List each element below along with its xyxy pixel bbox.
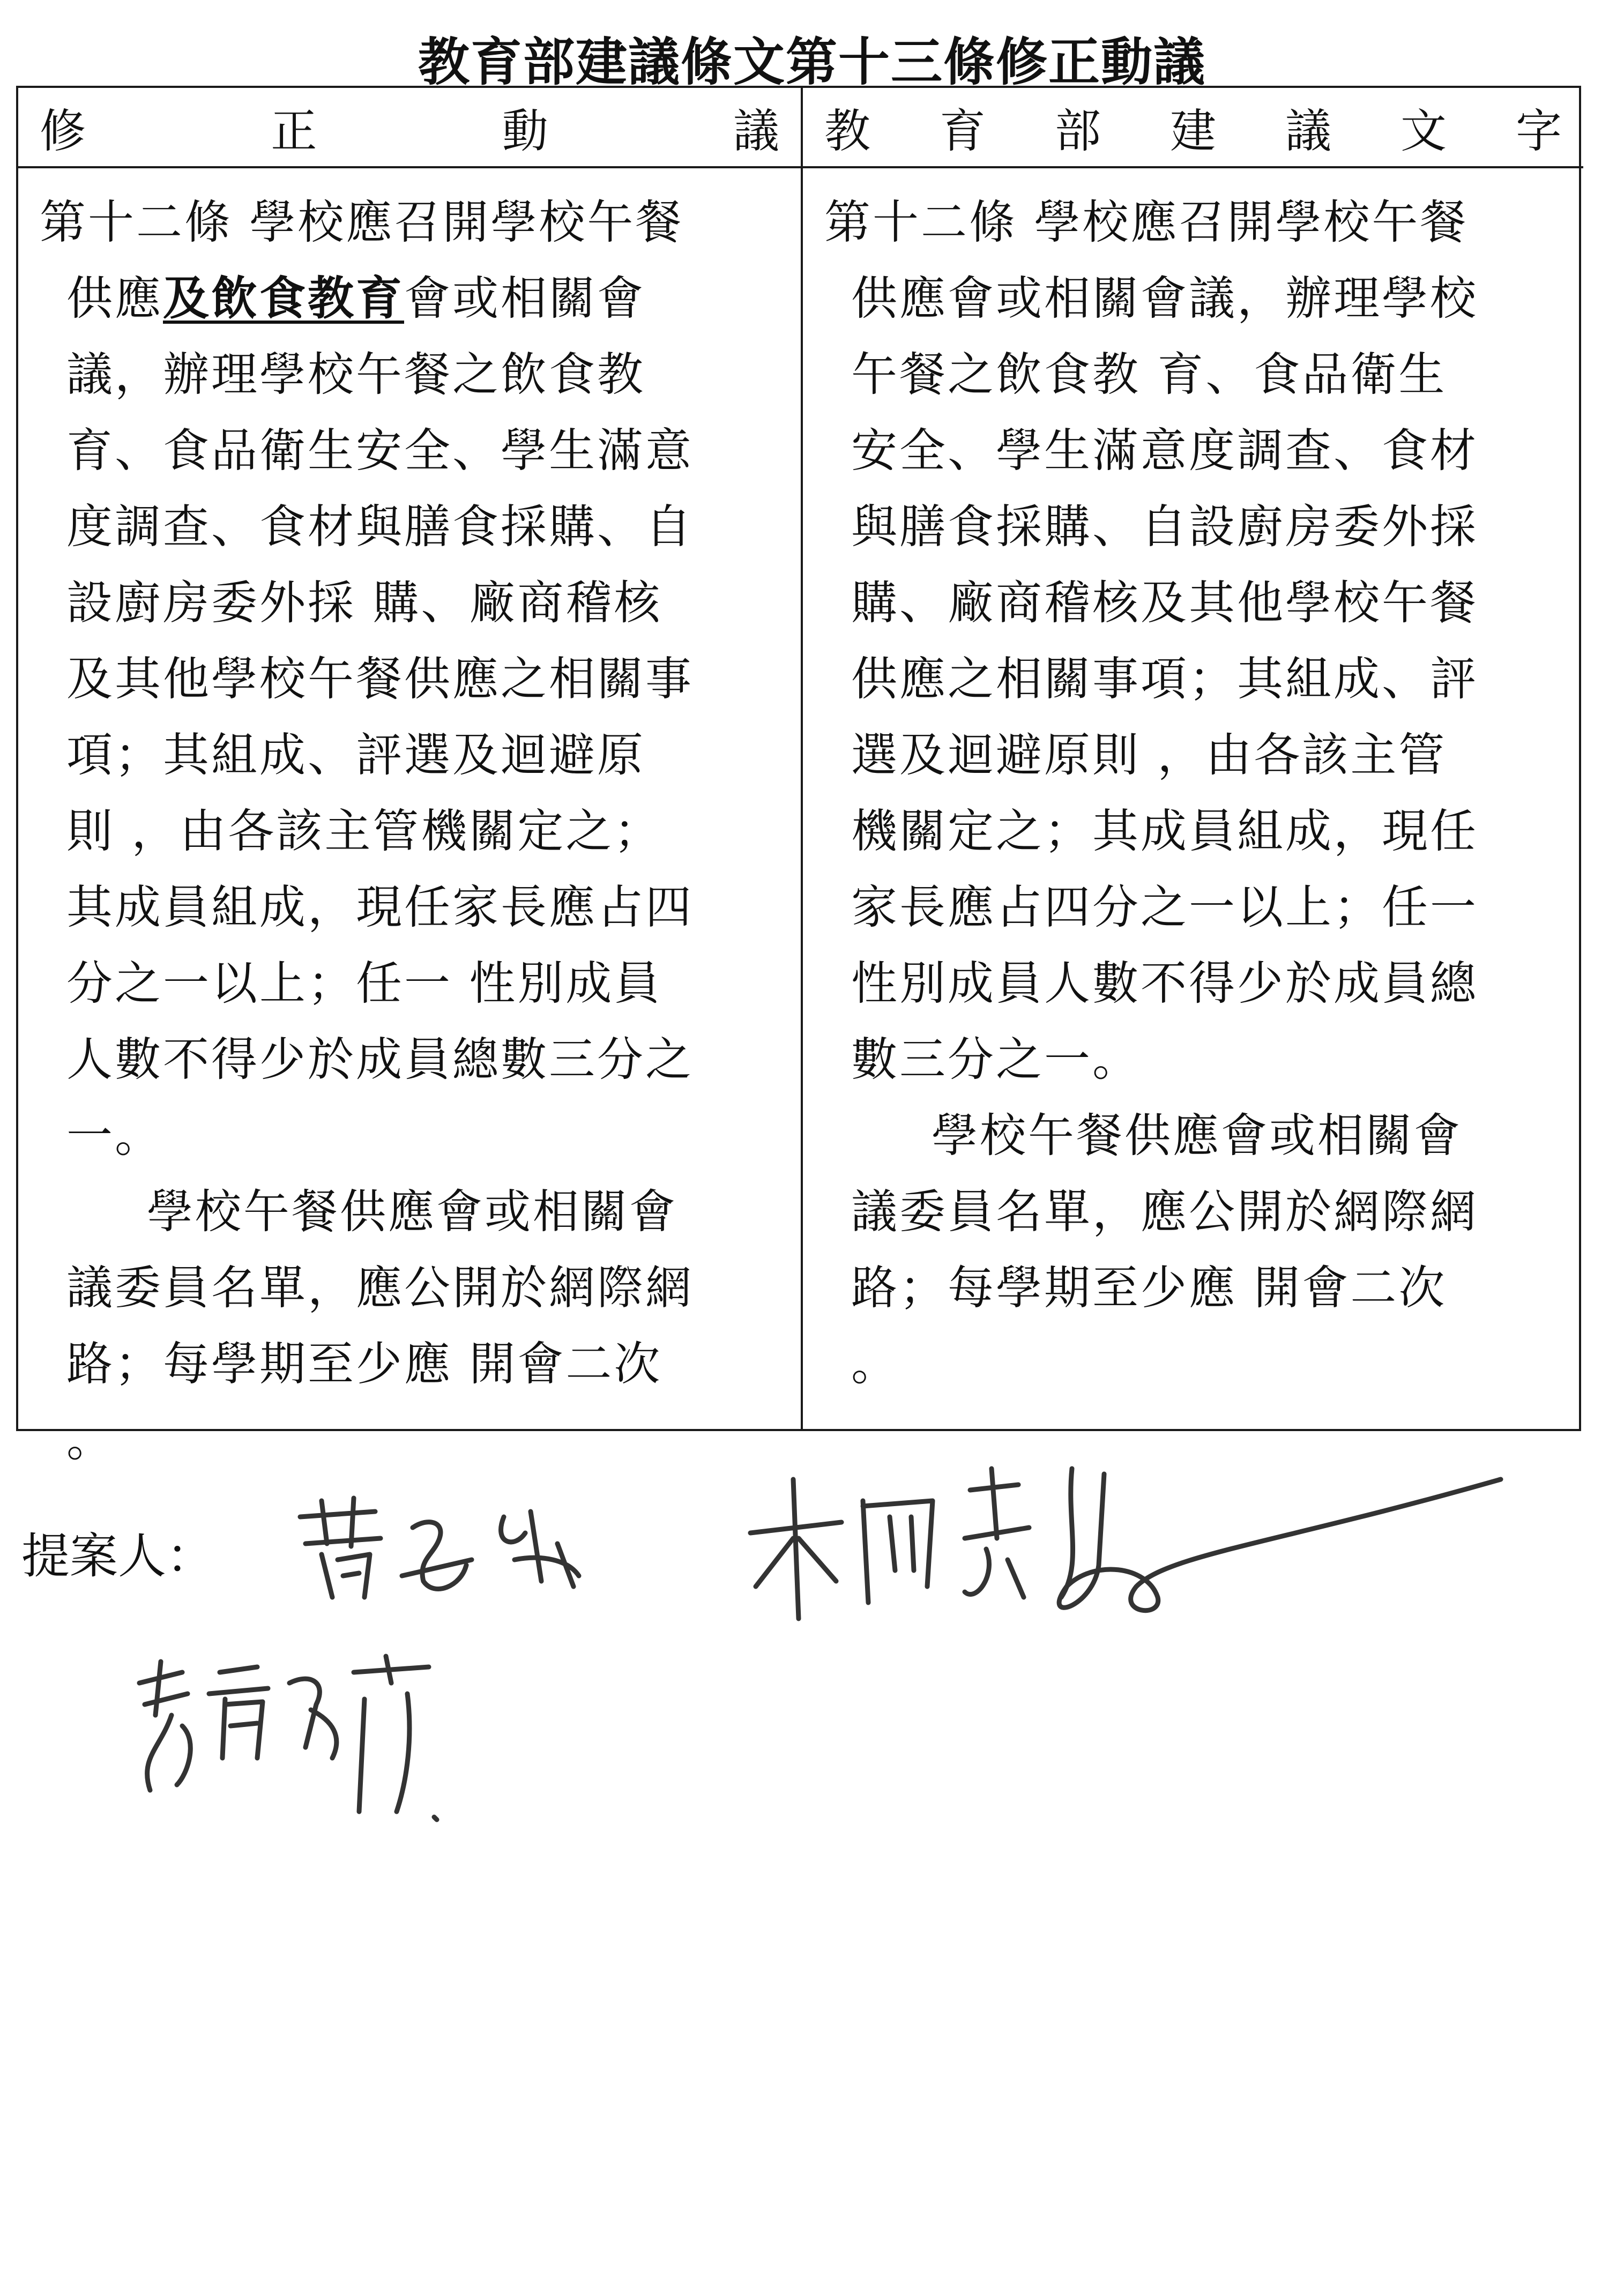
header-char: 議 [733, 105, 779, 158]
text-line: 一。 [66, 1109, 163, 1163]
text-fragment: 供應 [66, 272, 163, 325]
text-line: 購、廠商稽核及其他學校午餐 [851, 576, 1478, 630]
signature-3-drawing [129, 1651, 450, 1828]
text-line: 設廚房委外採 購、廠商稽核 [66, 576, 662, 630]
text-line: 機關定之；其成員組成，現任 [851, 805, 1478, 858]
text-line: 項；其組成、評選及迴避原 [66, 728, 645, 782]
header-char: 字 [1516, 105, 1562, 158]
text-line: 其成員組成，現任家長應占四 [66, 881, 694, 934]
text-fragment: 學校午餐供應會或相關會 [147, 1185, 677, 1239]
text-line: 數三分之一。 [851, 1033, 1141, 1086]
text-lines [40, 337, 779, 1478]
signature-1 [289, 1495, 590, 1603]
text-line: 選及迴避原則 ，由各該主管 [851, 728, 1447, 782]
header-char: 正 [271, 105, 317, 158]
text-line: 分之一以上；任一 性別成員 [66, 957, 662, 1010]
header-char: 部 [1055, 105, 1101, 158]
header-char: 教 [824, 105, 870, 158]
text-line: 第十二條 學校應召開學校午餐 [40, 196, 684, 249]
text-line: 與膳食採購、自設廚房委外採 [851, 500, 1478, 554]
text-fragment: 會或相關會 [404, 272, 645, 325]
text-line [40, 260, 779, 337]
text-line: 供應之相關事項；其組成、評 [851, 652, 1478, 706]
text-line: 及其他學校午餐供應之相關事 [66, 652, 694, 706]
text-line: 第十二條 學校應召開學校午餐 [824, 196, 1469, 249]
text-line [851, 1098, 1562, 1174]
text-line: 議，辦理學校午餐之飲食教 [66, 348, 645, 401]
text-line: 家長應占四分之一以上；任一 [851, 881, 1478, 934]
header-char: 動 [502, 105, 548, 158]
text-line: 。 [851, 1337, 899, 1391]
moe-header [803, 88, 1583, 168]
header-char: 議 [1285, 105, 1331, 158]
moe-text [803, 168, 1583, 1402]
text-fragment: 學校午餐供應會或相關會 [932, 1109, 1462, 1163]
text-lines [824, 260, 1562, 1402]
text-line: 議委員名單，應公開於網際網 [66, 1261, 694, 1315]
text-line: 議委員名單，應公開於網際網 [851, 1185, 1478, 1239]
amendment-text [18, 168, 801, 1478]
moe-column [801, 88, 1583, 1429]
text-line [66, 1174, 779, 1250]
text-line: 性別成員人數不得少於成員總 [851, 957, 1478, 1010]
document-title: 教育部建議條文第十三條修正動議 [418, 32, 1206, 92]
header-char: 文 [1400, 105, 1447, 158]
text-line: 人數不得少於成員總數三分之 [66, 1033, 694, 1086]
signature-2 [740, 1458, 1511, 1629]
text-line: 。 [66, 1413, 115, 1467]
amendment-column [18, 88, 801, 1467]
text-line: 路；每學期至少應 開會二次 [66, 1337, 662, 1391]
signature-3 [129, 1651, 450, 1828]
text-line: 午餐之飲食教 育、食品衛生 [851, 348, 1447, 401]
text-line: 供應會或相關會議，辦理學校 [851, 272, 1478, 325]
header-char: 育 [940, 105, 986, 158]
emphasized-insertion: 及飲食教育 [163, 271, 404, 325]
signature-1-drawing [289, 1495, 590, 1603]
text-line: 育、食品衛生安全、學生滿意 [66, 424, 694, 478]
proposer-label: 提案人： [21, 1528, 214, 1584]
text-line: 安全、學生滿意度調查、食材 [851, 424, 1478, 478]
text-line: 則 ，由各該主管機關定之； [66, 805, 662, 858]
header-char: 修 [40, 105, 86, 158]
text-line: 度調查、食材與膳食採購、自 [66, 500, 694, 554]
text-line: 路；每學期至少應 開會二次 [851, 1261, 1447, 1315]
amendment-header [18, 88, 801, 168]
header-char: 建 [1170, 105, 1216, 158]
signature-2-drawing [740, 1458, 1511, 1629]
comparison-table [16, 86, 1581, 1467]
